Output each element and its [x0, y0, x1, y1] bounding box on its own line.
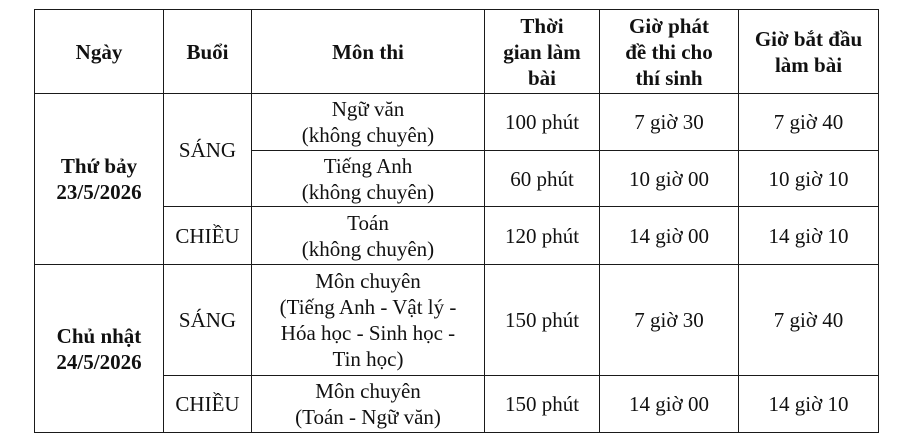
subject-line: (Toán - Ngữ văn) — [295, 405, 441, 429]
header-duration-line: bài — [527, 65, 556, 90]
cropped-text-remnant — [230, 437, 690, 442]
duration-cell: 150 phút — [485, 376, 600, 433]
header-handout-line: đề thi cho — [625, 39, 713, 64]
subject-line: Tin học) — [332, 347, 404, 371]
handout-time-cell: 7 giờ 30 — [600, 94, 739, 151]
header-day-text: Ngày — [75, 39, 123, 64]
handout-time-cell: 10 giờ 00 — [600, 151, 739, 207]
session-cell — [164, 207, 252, 265]
header-handout-line: Giờ phát — [629, 13, 709, 38]
subject-line: (không chuyên) — [301, 179, 435, 204]
subject-cell — [252, 265, 485, 376]
session-cell — [164, 265, 252, 376]
duration-cell: 150 phút — [485, 265, 600, 376]
subject-cell — [252, 94, 485, 151]
header-duration-line: gian làm — [503, 39, 581, 64]
subject-cell — [252, 151, 485, 207]
session-label: SÁNG — [178, 138, 237, 162]
subject-line: Toán — [347, 210, 389, 235]
header-duration-line: Thời — [520, 13, 564, 38]
day-cell-sunday — [35, 265, 164, 433]
subject-line: (không chuyên) — [301, 236, 435, 261]
header-subject-text: Môn thi — [332, 39, 404, 64]
session-label: SÁNG — [178, 308, 237, 332]
table-row — [35, 265, 879, 376]
subject-line: Ngữ văn — [331, 97, 405, 121]
subject-line: Tiếng Anh — [323, 153, 413, 178]
subject-cell — [252, 207, 485, 265]
subject-cell — [252, 376, 485, 433]
subject-line: (không chuyên) — [301, 123, 435, 147]
exam-schedule-table — [34, 9, 879, 433]
table-row — [35, 94, 879, 151]
subject-line: Hóa học - Sinh học - — [280, 321, 456, 345]
session-label: CHIỀU — [175, 223, 240, 248]
start-time-cell: 7 giờ 40 — [739, 265, 879, 376]
start-time-cell: 10 giờ 10 — [739, 151, 879, 207]
duration-cell: 100 phút — [485, 94, 600, 151]
day-name: Chủ nhật — [56, 323, 142, 348]
day-cell-saturday — [35, 94, 164, 265]
header-start-line: Giờ bắt đầu — [754, 26, 863, 51]
header-duration — [485, 10, 600, 94]
table-header-row — [35, 10, 879, 94]
subject-line: Môn chuyên — [315, 269, 421, 293]
session-cell — [164, 376, 252, 433]
start-time-cell: 7 giờ 40 — [739, 94, 879, 151]
day-date: 24/5/2026 — [56, 349, 142, 374]
duration-cell: 60 phút — [485, 151, 600, 207]
subject-line: (Tiếng Anh - Vật lý - — [279, 295, 457, 319]
header-subject — [252, 10, 485, 94]
session-cell — [164, 94, 252, 207]
day-name: Thứ bảy — [60, 154, 138, 178]
header-handout-time — [600, 10, 739, 94]
header-session-text: Buổi — [186, 39, 229, 64]
session-label: CHIỀU — [175, 392, 240, 416]
handout-time-cell: 14 giờ 00 — [600, 376, 739, 433]
handout-time-cell: 7 giờ 30 — [600, 265, 739, 376]
handout-time-cell: 14 giờ 00 — [600, 207, 739, 265]
header-day — [35, 10, 164, 94]
header-session — [164, 10, 252, 94]
start-time-cell: 14 giờ 10 — [739, 207, 879, 265]
duration-cell: 120 phút — [485, 207, 600, 265]
day-date: 23/5/2026 — [56, 180, 142, 204]
header-start-time — [739, 10, 879, 94]
start-time-cell: 14 giờ 10 — [739, 376, 879, 433]
header-handout-line: thí sinh — [635, 65, 703, 90]
header-start-line: làm bài — [774, 52, 843, 77]
subject-line: Môn chuyên — [315, 379, 421, 403]
